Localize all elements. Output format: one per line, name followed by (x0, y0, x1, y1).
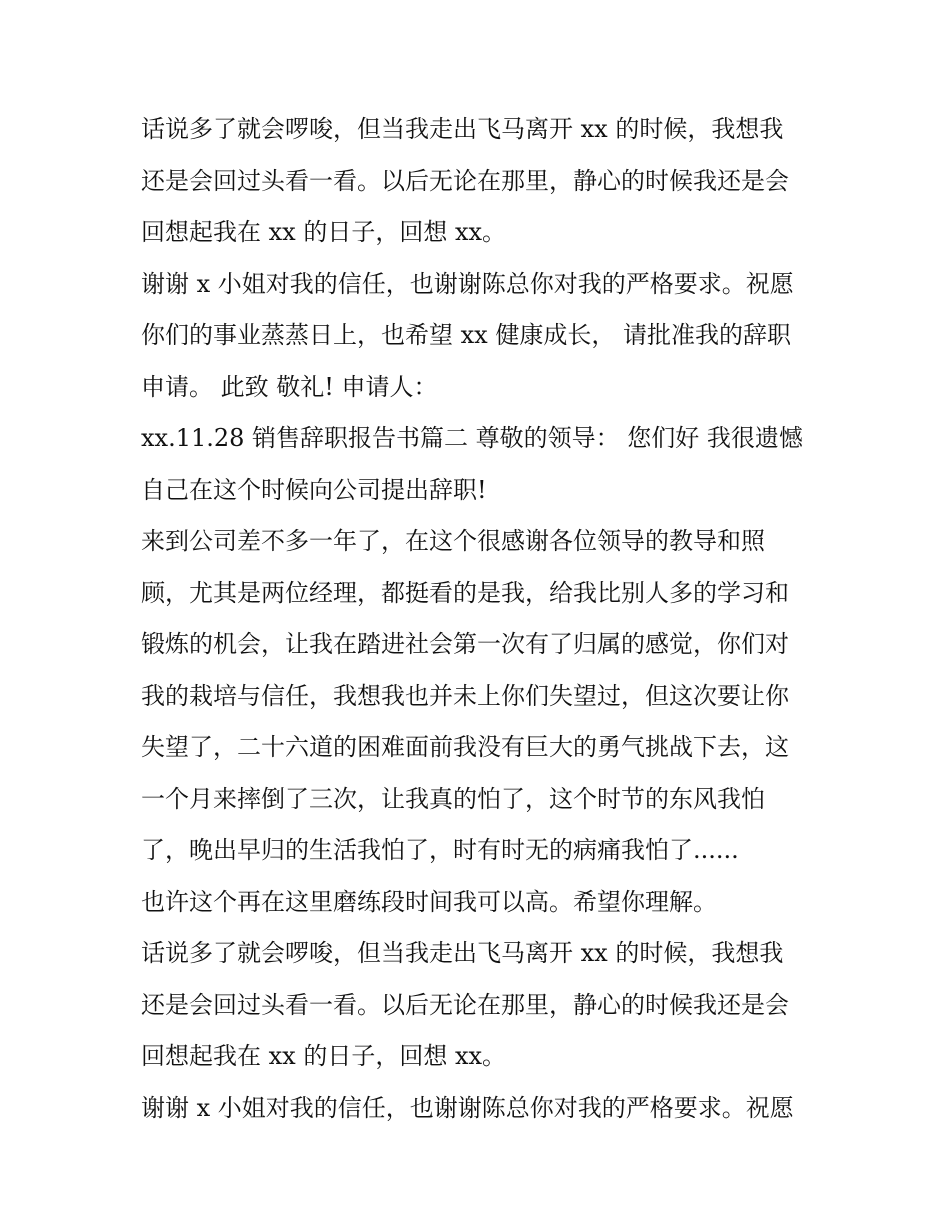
text-line: 也许这个再在这里磨练段时间我可以高。希望你理解。 (141, 887, 717, 916)
text-line: xx.11.28 销售辞职报告书篇二 尊敬的领导： 您们好 我很遗憾 (141, 424, 803, 452)
text-line: 我的栽培与信任，我想我也并未上你们失望过，但这次要让你 (141, 681, 789, 710)
text-line: 了，晚出早归的生活我怕了，时有时无的病痛我怕了...... (141, 836, 739, 864)
text-line: 一个月来摔倒了三次，让我真的怕了，这个时节的东风我怕 (141, 784, 765, 813)
text-line: 失望了，二十六道的困难面前我没有巨大的勇气挑战下去，这 (141, 733, 789, 761)
text-line: 回想起我在 xx 的日子，回想 xx。 (141, 218, 507, 246)
text-line: 谢谢 x 小姐对我的信任，也谢谢陈总你对我的严格要求。祝愿 (141, 269, 794, 298)
text-line: 话说多了就会啰唆，但当我走出飞马离开 xx 的时候，我想我 (141, 939, 784, 967)
document-body (141, 104, 821, 1134)
text-line: 谢谢 x 小姐对我的信任，也谢谢陈总你对我的严格要求。祝愿 (141, 1093, 794, 1122)
text-line: 还是会回过头看一看。以后无论在那里，静心的时候我还是会 (141, 990, 789, 1019)
text-line: 话说多了就会啰唆，但当我走出飞马离开 xx 的时候，我想我 (141, 115, 784, 143)
text-line: 顾，尤其是两位经理，都挺看的是我，给我比别人多的学习和 (141, 578, 789, 607)
text-line: 自己在这个时候向公司提出辞职! (141, 475, 487, 504)
text-line: 你们的事业蒸蒸日上，也希望 xx 健康成长， 请批准我的辞职 (141, 321, 791, 349)
text-line: 来到公司差不多一年了，在这个很感谢各位领导的教导和照 (141, 527, 765, 555)
text-line: 锻炼的机会，让我在踏进社会第一次有了归属的感觉，你们对 (141, 630, 789, 658)
text-line: 回想起我在 xx 的日子，回想 xx。 (141, 1042, 507, 1070)
text-line: 还是会回过头看一看。以后无论在那里，静心的时候我还是会 (141, 166, 789, 195)
text-line: 申请。 此致 敬礼! 申请人： (141, 372, 438, 401)
